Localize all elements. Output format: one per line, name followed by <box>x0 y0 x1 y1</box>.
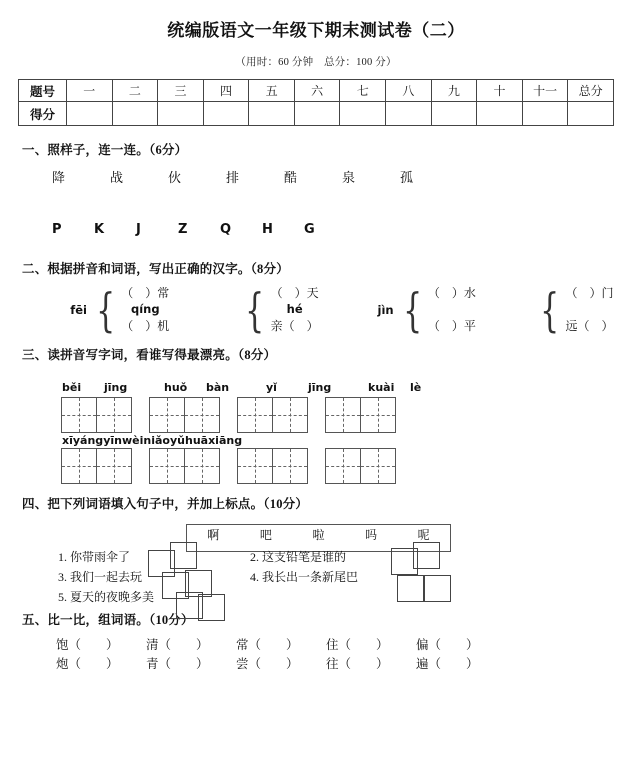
brace-group-1 <box>60 283 199 337</box>
grid-pair <box>62 397 132 433</box>
score-cell-total[interactable] <box>568 102 614 126</box>
score-cell-11[interactable] <box>522 102 568 126</box>
brace-item-top[interactable]: （ ）常 <box>121 286 170 300</box>
writing-box[interactable] <box>61 397 97 433</box>
brace-icon: { <box>96 283 116 337</box>
section-1-heading: 一、照样子，连一连。（6分） <box>22 143 188 157</box>
sentence-item[interactable]: 1. 你带雨伞了 <box>58 550 131 564</box>
sentence-item[interactable]: 2. 这支铅笔是谁的 <box>250 550 347 564</box>
sentence-list-left <box>58 547 154 607</box>
grid-pair <box>238 448 308 484</box>
word-pair-item[interactable]: 青（ ） <box>146 657 209 671</box>
word-bank-item[interactable]: 吗 <box>365 528 378 542</box>
writing-box[interactable] <box>360 448 396 484</box>
grid-pair <box>150 448 220 484</box>
table-row-question-numbers <box>19 80 614 102</box>
section-1-letter-row <box>52 222 632 237</box>
section-2-groups <box>60 283 632 337</box>
section-2-heading: 二、根据拼音和词语，写出正确的汉字。（8分） <box>22 262 289 276</box>
pinyin-row-2 <box>62 434 632 447</box>
pinyin-syllable: huā <box>184 434 209 447</box>
section-1-character-row <box>52 167 632 186</box>
writing-box[interactable] <box>325 448 361 484</box>
writing-box[interactable] <box>237 448 273 484</box>
word-pair-item[interactable]: 常（ ） <box>236 638 299 652</box>
column-header-total: 总分 <box>568 80 614 102</box>
score-cell-2[interactable] <box>112 102 158 126</box>
grid-pair <box>326 448 396 484</box>
brace-pinyin-label: fēi <box>70 303 87 317</box>
column-header-3: 三 <box>158 80 204 102</box>
column-header-10: 十 <box>477 80 523 102</box>
writing-box[interactable] <box>360 397 396 433</box>
row-label-question-number: 题号 <box>19 80 67 102</box>
brace-item-top[interactable]: （ ）门 <box>565 286 614 300</box>
column-header-5: 五 <box>249 80 295 102</box>
score-cell-1[interactable] <box>67 102 113 126</box>
word-pair-item[interactable]: 尝（ ） <box>236 657 299 671</box>
pinyin-syllable: yīn <box>103 434 122 447</box>
brace-group-4 <box>504 283 622 337</box>
writing-box[interactable] <box>184 448 220 484</box>
writing-box[interactable] <box>184 397 220 433</box>
word-pair-item[interactable]: 遍（ ） <box>416 657 479 671</box>
match-letter[interactable]: Q <box>220 222 232 237</box>
pinyin-syllable: huǒ <box>164 381 188 394</box>
grid-pair <box>62 448 132 484</box>
column-header-2: 二 <box>112 80 158 102</box>
brace-icon: { <box>402 283 422 337</box>
column-header-11: 十一 <box>522 80 568 102</box>
word-pair-item[interactable]: 往（ ） <box>326 657 389 671</box>
match-letter[interactable]: Z <box>178 222 188 237</box>
pinyin-syllable: kuài <box>368 381 395 394</box>
pinyin-syllable: běi <box>62 381 82 394</box>
writing-box[interactable] <box>96 448 132 484</box>
sentence-item[interactable]: 3. 我们一起去玩 <box>58 570 143 584</box>
answer-box[interactable] <box>198 594 225 621</box>
word-bank-item[interactable]: 啊 <box>207 528 220 542</box>
match-character[interactable]: 伙 <box>168 170 182 185</box>
match-character[interactable]: 酷 <box>284 170 298 185</box>
brace-item-bottom[interactable]: 亲（ ） <box>270 318 319 333</box>
grid-pair <box>150 397 220 433</box>
match-character[interactable]: 孤 <box>400 170 414 185</box>
word-pair-item[interactable]: 炮（ ） <box>56 657 119 671</box>
brace-item-bottom[interactable]: （ ）平 <box>427 318 476 333</box>
pair-row-bottom <box>56 655 632 674</box>
score-cell-5[interactable] <box>249 102 295 126</box>
writing-box[interactable] <box>272 448 308 484</box>
grid-pair <box>238 397 308 433</box>
score-cell-6[interactable] <box>294 102 340 126</box>
brace-item-top[interactable]: （ ）天 <box>270 286 319 300</box>
sentence-list-right <box>250 547 358 587</box>
match-letter[interactable]: G <box>304 222 315 237</box>
section-3-heading: 三、读拼音写字词，看谁写得最漂亮。（8分） <box>22 348 277 362</box>
match-letter[interactable]: J <box>136 222 141 237</box>
word-bank-item[interactable]: 呢 <box>417 528 430 542</box>
word-pair-item[interactable]: 饱（ ） <box>56 638 119 652</box>
score-cell-7[interactable] <box>340 102 386 126</box>
grid-row-1 <box>62 397 632 433</box>
pinyin-syllable: yáng <box>72 434 104 447</box>
brace-item-middle: qíng <box>130 302 160 317</box>
match-letter[interactable]: P <box>52 222 62 237</box>
row-label-score: 得分 <box>19 102 67 126</box>
score-cell-9[interactable] <box>431 102 477 126</box>
match-letter[interactable]: K <box>94 222 105 237</box>
score-table <box>18 79 614 126</box>
writing-box[interactable] <box>149 448 185 484</box>
word-pair-item[interactable]: 清（ ） <box>146 638 209 652</box>
brace-pinyin-label: jìn <box>377 303 394 317</box>
column-header-9: 九 <box>431 80 477 102</box>
writing-box[interactable] <box>272 397 308 433</box>
section-4-heading: 四、把下列词语填入句子中，并加上标点。（10分） <box>22 497 309 511</box>
match-character[interactable]: 排 <box>226 170 240 185</box>
pinyin-syllable: jīng <box>104 381 128 394</box>
column-header-6: 六 <box>294 80 340 102</box>
pinyin-syllable: yǐ <box>266 381 277 394</box>
brace-item-bottom[interactable]: 远（ ） <box>565 318 614 333</box>
word-bank-item[interactable]: 吧 <box>259 528 272 542</box>
answer-box[interactable] <box>397 575 424 602</box>
grid-pair <box>326 397 396 433</box>
answer-box[interactable] <box>413 542 440 569</box>
score-cell-8[interactable] <box>386 102 432 126</box>
word-pair-item[interactable]: 住（ ） <box>326 638 389 652</box>
pinyin-row-1 <box>62 381 632 394</box>
writing-box[interactable] <box>149 397 185 433</box>
pinyin-syllable: yǔ <box>169 434 185 447</box>
pinyin-syllable: bàn <box>206 381 230 394</box>
pinyin-syllable: wèi <box>121 434 144 447</box>
word-pair-item[interactable]: 偏（ ） <box>416 638 479 652</box>
match-character[interactable]: 战 <box>110 170 124 185</box>
sentence-item[interactable]: 4. 我长出一条新尾巴 <box>250 570 359 584</box>
pinyin-syllable: niǎo <box>143 434 170 447</box>
brace-icon: { <box>540 283 560 337</box>
page-subtitle: （用时：60 分钟 总分：100 分） <box>235 57 397 68</box>
score-cell-4[interactable] <box>203 102 249 126</box>
pair-row-top <box>56 636 632 655</box>
writing-box[interactable] <box>237 397 273 433</box>
brace-item-top[interactable]: （ ）水 <box>427 286 476 300</box>
pinyin-syllable: lè <box>410 381 422 394</box>
pinyin-syllable: xiāng <box>208 434 243 447</box>
brace-group-2 <box>209 283 356 337</box>
score-cell-3[interactable] <box>158 102 204 126</box>
column-header-8: 八 <box>386 80 432 102</box>
brace-item-bottom[interactable]: （ ）机 <box>121 318 170 333</box>
writing-box[interactable] <box>96 397 132 433</box>
column-header-4: 四 <box>203 80 249 102</box>
section-4-area <box>0 520 632 610</box>
page-title: 统编版语文一年级下期末测试卷（二） <box>167 21 465 40</box>
table-row-scores <box>19 102 614 126</box>
pinyin-syllable: xī <box>62 434 73 447</box>
pinyin-syllable: jīng <box>308 381 332 394</box>
section-5-heading: 五、比一比，组词语。（10分） <box>22 613 194 627</box>
brace-item-middle: hé <box>286 302 303 317</box>
writing-box[interactable] <box>325 397 361 433</box>
match-character[interactable]: 泉 <box>342 170 356 185</box>
answer-box[interactable] <box>170 542 197 569</box>
column-header-7: 七 <box>340 80 386 102</box>
section-3-grids <box>62 381 632 484</box>
match-letter[interactable]: H <box>262 222 273 237</box>
brace-icon: { <box>245 283 265 337</box>
grid-row-2 <box>62 448 632 484</box>
score-cell-10[interactable] <box>477 102 523 126</box>
section-5-pairs <box>56 636 632 674</box>
writing-box[interactable] <box>61 448 97 484</box>
brace-group-3 <box>367 283 495 337</box>
word-bank-item[interactable]: 啦 <box>312 528 325 542</box>
sentence-item[interactable]: 5. 夏天的夜晚多美 <box>58 590 155 604</box>
answer-box[interactable] <box>424 575 451 602</box>
column-header-1: 一 <box>67 80 113 102</box>
match-character[interactable]: 降 <box>52 170 66 185</box>
